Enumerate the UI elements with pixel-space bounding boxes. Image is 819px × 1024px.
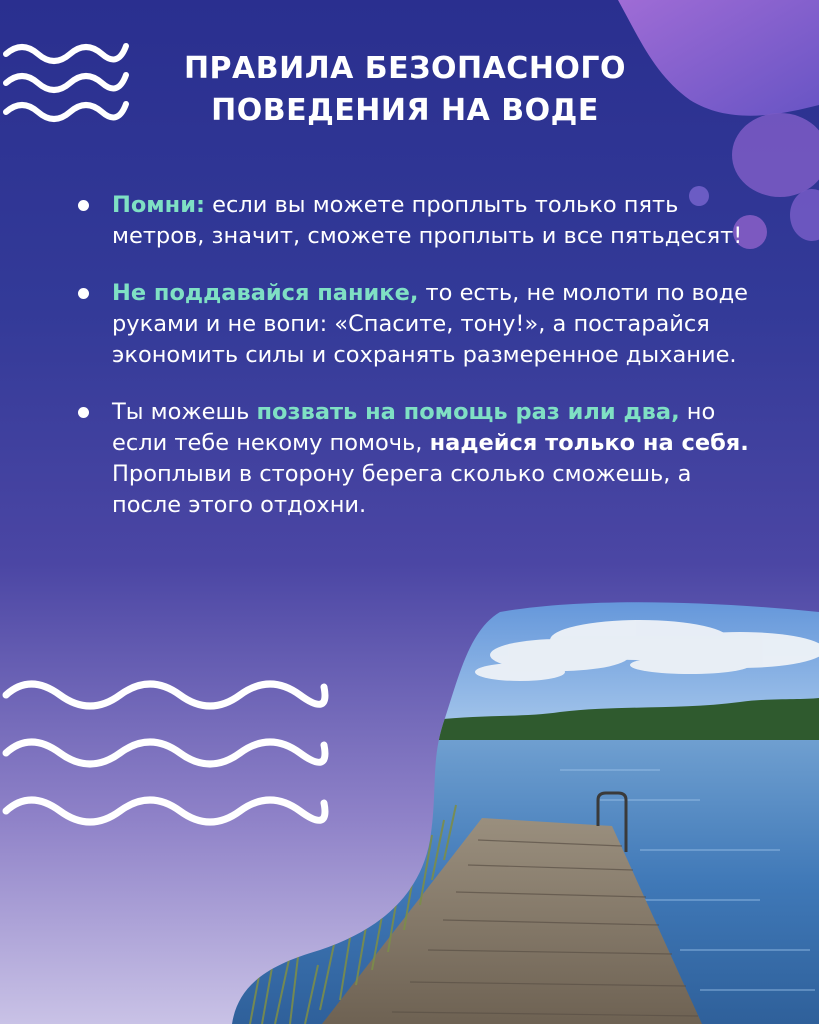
title-line-2: ПОВЕДЕНИЯ НА ВОДЕ <box>211 93 599 128</box>
rule-3-accent: позвать на помощь раз или два, <box>256 399 680 425</box>
rule-2-accent: Не поддавайся панике, <box>112 280 419 306</box>
rule-1-accent: Помни: <box>112 192 205 218</box>
rule-3-before: Ты можешь <box>112 399 257 425</box>
title-line-1: ПРАВИЛА БЕЗОПАСНОГО <box>183 51 627 86</box>
rule-3-bold: надейся только на себя. <box>429 430 749 456</box>
rule-2-text: то есть, не молоти по воде руками и не вопи: «Спасите, тону!», а постарайся экономить силы и сохранять размеренное дыхание. <box>112 280 748 368</box>
rule-1-text: если вы можете проплыть только пять метров, значит, сможете проплыть и все пятьдесят! <box>112 192 743 249</box>
rule-3-after: Проплыви в сторону берега сколько сможешь, а после этого отдохни. <box>112 461 692 518</box>
rule-3-middle: но если тебе некому помочь, <box>112 399 716 456</box>
